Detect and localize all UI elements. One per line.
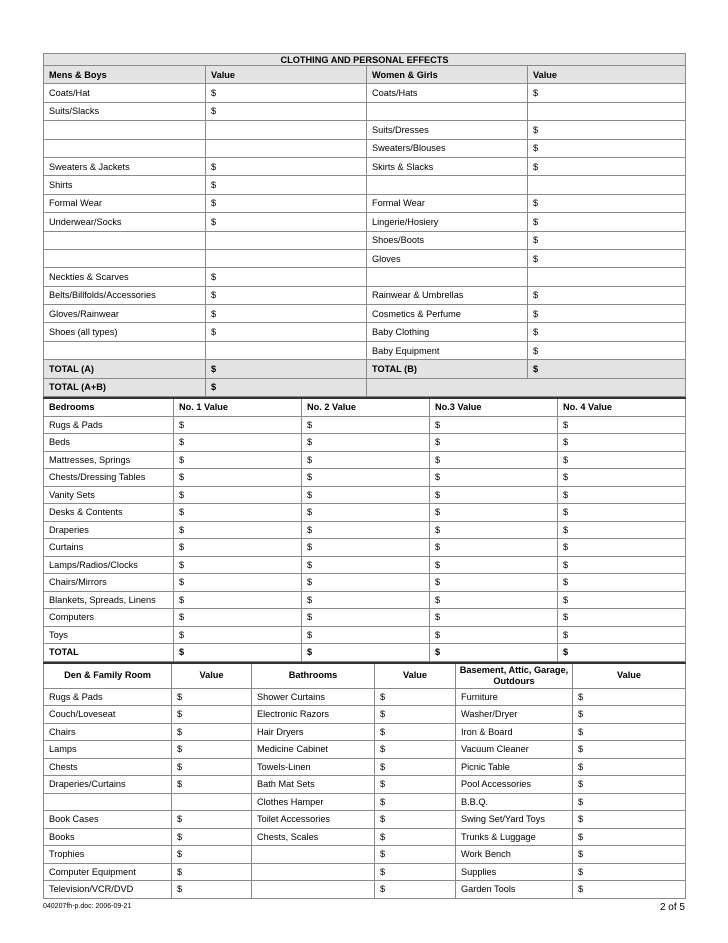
table-row (44, 157, 686, 175)
table-cell[interactable]: Shower Curtains (252, 688, 375, 706)
table-cell[interactable]: Toys (44, 626, 174, 644)
column-header: No.3 Value (430, 398, 558, 416)
document-id: 040207fh-p.doc: 2006-09-21 (43, 903, 132, 910)
bedrooms-header-row (44, 398, 686, 416)
table-cell[interactable]: $ (302, 416, 430, 434)
table-cell[interactable]: $ (430, 591, 558, 609)
table-cell[interactable]: $ (558, 469, 686, 487)
table-cell[interactable]: $ (528, 286, 686, 304)
table-cell[interactable]: $ (528, 341, 686, 359)
table-cell[interactable]: $ (528, 360, 686, 378)
table-cell[interactable]: $ (174, 539, 302, 557)
column-header: Women & Girls (367, 66, 528, 84)
table-cell[interactable]: $ (302, 591, 430, 609)
column-header: Value (206, 66, 367, 84)
table-cell[interactable]: $ (573, 846, 686, 864)
clothing-title: CLOTHING AND PERSONAL EFFECTS (44, 54, 686, 66)
table-cell[interactable]: Towels-Linen (252, 758, 375, 776)
table-row (44, 416, 686, 434)
table-cell[interactable]: $ (558, 451, 686, 469)
table-cell[interactable]: Television/VCR/DVD (44, 881, 172, 899)
table-cell[interactable]: $ (172, 741, 252, 759)
total-row (44, 360, 686, 378)
column-header: Bedrooms (44, 398, 174, 416)
table-cell[interactable]: $ (206, 157, 367, 175)
table-cell[interactable]: $ (174, 451, 302, 469)
table-cell[interactable]: Work Bench (456, 846, 573, 864)
table-row (44, 574, 686, 592)
table-cell[interactable]: Chests, Scales (252, 828, 375, 846)
table-cell[interactable]: Bath Mat Sets (252, 776, 375, 794)
table-cell[interactable]: Trophies (44, 846, 172, 864)
table-cell[interactable]: $ (558, 626, 686, 644)
table-cell[interactable]: Pool Accessories (456, 776, 573, 794)
table-cell[interactable]: $ (573, 706, 686, 724)
table-cell[interactable]: $ (172, 758, 252, 776)
table-cell[interactable] (528, 268, 686, 286)
inventory-form (43, 53, 685, 899)
table-cell[interactable]: $ (302, 451, 430, 469)
table-cell[interactable]: Vacuum Cleaner (456, 741, 573, 759)
table-cell[interactable]: $ (573, 811, 686, 829)
table-row (44, 863, 686, 881)
table-cell[interactable]: $ (302, 539, 430, 557)
table-cell[interactable]: $ (302, 609, 430, 627)
table-cell[interactable]: $ (375, 776, 456, 794)
table-cell[interactable]: $ (206, 360, 367, 378)
table-row (44, 539, 686, 557)
table-cell[interactable]: $ (174, 504, 302, 522)
table-cell[interactable]: $ (375, 758, 456, 776)
table-cell[interactable]: Desks & Contents (44, 504, 174, 522)
table-row (44, 213, 686, 231)
table-cell[interactable]: $ (528, 213, 686, 231)
table-cell[interactable] (252, 846, 375, 864)
table-cell[interactable]: $ (206, 378, 367, 396)
table-row (44, 176, 686, 194)
page-footer (43, 902, 685, 913)
table-row (44, 486, 686, 504)
table-cell[interactable]: Books (44, 828, 172, 846)
column-header: Value (528, 66, 686, 84)
table-cell[interactable]: $ (172, 776, 252, 794)
table-cell[interactable]: Rainwear & Umbrellas (367, 286, 528, 304)
table-cell[interactable]: $ (558, 539, 686, 557)
table-cell[interactable]: $ (558, 574, 686, 592)
table-cell[interactable]: Formal Wear (44, 194, 206, 212)
table-cell[interactable]: $ (558, 486, 686, 504)
table-cell[interactable]: Mattresses, Springs (44, 451, 174, 469)
table-row (44, 434, 686, 452)
table-cell[interactable]: $ (430, 469, 558, 487)
table-cell[interactable]: Trunks & Luggage (456, 828, 573, 846)
table-cell[interactable]: $ (375, 793, 456, 811)
table-row (44, 556, 686, 574)
table-cell[interactable]: $ (573, 881, 686, 899)
table-cell[interactable]: Medicine Cabinet (252, 741, 375, 759)
table-row (44, 828, 686, 846)
table-cell[interactable] (206, 249, 367, 267)
table-row (44, 504, 686, 522)
table-cell[interactable]: $ (558, 504, 686, 522)
table-row (44, 121, 686, 139)
table-cell[interactable]: $ (375, 828, 456, 846)
table-cell[interactable]: $ (528, 84, 686, 102)
table-cell[interactable]: $ (573, 776, 686, 794)
table-row (44, 758, 686, 776)
table-cell[interactable]: $ (573, 793, 686, 811)
table-cell[interactable]: Sweaters & Jackets (44, 157, 206, 175)
table-cell[interactable]: $ (302, 486, 430, 504)
table-cell[interactable]: $ (206, 176, 367, 194)
table-cell[interactable]: $ (174, 416, 302, 434)
table-cell[interactable]: $ (172, 846, 252, 864)
table-cell[interactable]: $ (430, 434, 558, 452)
table-cell[interactable]: $ (375, 706, 456, 724)
table-row (44, 626, 686, 644)
table-cell[interactable] (44, 139, 206, 157)
table-cell[interactable]: $ (573, 828, 686, 846)
table-cell[interactable] (206, 139, 367, 157)
table-cell[interactable]: $ (302, 644, 430, 662)
table-cell[interactable]: Couch/Loveseat (44, 706, 172, 724)
table-cell[interactable]: $ (430, 609, 558, 627)
table-cell[interactable]: $ (430, 451, 558, 469)
rooms-header-row (44, 663, 686, 689)
table-cell[interactable]: Shirts (44, 176, 206, 194)
table-cell[interactable]: $ (375, 881, 456, 899)
table-cell[interactable]: TOTAL (B) (367, 360, 528, 378)
table-row (44, 723, 686, 741)
table-row (44, 341, 686, 359)
table-row (44, 469, 686, 487)
table-cell[interactable]: $ (528, 139, 686, 157)
table-cell[interactable]: $ (206, 323, 367, 341)
table-cell[interactable]: $ (206, 194, 367, 212)
table-cell (367, 378, 686, 396)
table-cell[interactable]: Furniture (456, 688, 573, 706)
table-cell[interactable]: Swing Set/Yard Toys (456, 811, 573, 829)
table-cell[interactable]: Garden Tools (456, 881, 573, 899)
table-cell[interactable] (367, 176, 528, 194)
table-cell[interactable]: $ (302, 574, 430, 592)
rooms-table (43, 662, 686, 899)
table-cell[interactable]: $ (430, 486, 558, 504)
table-cell[interactable]: $ (558, 591, 686, 609)
table-cell[interactable] (528, 176, 686, 194)
table-cell[interactable]: $ (172, 828, 252, 846)
table-cell[interactable]: Computers (44, 609, 174, 627)
table-cell[interactable]: $ (430, 626, 558, 644)
clothing-header-row (44, 66, 686, 84)
table-cell[interactable]: $ (375, 723, 456, 741)
table-cell[interactable]: Suits/Dresses (367, 121, 528, 139)
column-header: Value (375, 663, 456, 689)
table-cell[interactable]: $ (558, 556, 686, 574)
table-cell[interactable] (44, 249, 206, 267)
table-cell[interactable]: Picnic Table (456, 758, 573, 776)
table-cell[interactable]: $ (573, 741, 686, 759)
table-cell[interactable]: $ (528, 157, 686, 175)
table-cell[interactable]: $ (206, 213, 367, 231)
table-cell[interactable]: $ (528, 121, 686, 139)
table-cell[interactable]: $ (206, 305, 367, 323)
page-number: 2 of 5 (659, 902, 685, 913)
table-cell[interactable]: B.B.Q. (456, 793, 573, 811)
column-header: Bathrooms (252, 663, 375, 689)
table-cell[interactable]: $ (528, 194, 686, 212)
table-row (44, 84, 686, 102)
table-cell[interactable] (252, 863, 375, 881)
table-cell[interactable]: $ (375, 863, 456, 881)
table-cell[interactable]: $ (528, 305, 686, 323)
table-cell[interactable]: $ (430, 416, 558, 434)
table-cell[interactable]: $ (528, 323, 686, 341)
table-cell[interactable]: $ (174, 644, 302, 662)
table-row (44, 323, 686, 341)
table-row (44, 451, 686, 469)
table-cell[interactable]: $ (174, 521, 302, 539)
table-cell: TOTAL (A+B) (44, 378, 206, 396)
table-cell[interactable]: Computer Equipment (44, 863, 172, 881)
table-cell[interactable] (44, 121, 206, 139)
table-cell[interactable]: $ (174, 556, 302, 574)
table-cell[interactable]: $ (430, 504, 558, 522)
table-cell[interactable]: Belts/Billfolds/Accessories (44, 286, 206, 304)
table-cell[interactable]: Coats/Hats (367, 84, 528, 102)
table-cell[interactable] (44, 231, 206, 249)
table-cell[interactable]: $ (430, 539, 558, 557)
column-header: Mens & Boys (44, 66, 206, 84)
total-row (44, 378, 686, 396)
column-header: Value (573, 663, 686, 689)
table-cell[interactable]: Rugs & Pads (44, 416, 174, 434)
table-cell[interactable]: Lingerie/Hosiery (367, 213, 528, 231)
table-cell[interactable]: Chairs (44, 723, 172, 741)
table-cell[interactable] (206, 231, 367, 249)
clothing-table (43, 53, 686, 397)
table-cell[interactable]: Gloves (367, 249, 528, 267)
table-cell[interactable]: Chests/Dressing Tables (44, 469, 174, 487)
table-cell[interactable]: Rugs & Pads (44, 688, 172, 706)
bedrooms-table (43, 397, 686, 662)
table-cell[interactable]: $ (172, 811, 252, 829)
table-cell[interactable]: Iron & Board (456, 723, 573, 741)
table-cell[interactable]: $ (430, 574, 558, 592)
table-row (44, 102, 686, 120)
column-header: Value (172, 663, 252, 689)
table-cell[interactable]: $ (172, 688, 252, 706)
table-cell[interactable]: Suits/Slacks (44, 102, 206, 120)
table-cell[interactable]: Washer/Dryer (456, 706, 573, 724)
table-cell[interactable]: Lamps (44, 741, 172, 759)
table-cell[interactable]: $ (558, 434, 686, 452)
total-row (44, 644, 686, 662)
table-cell[interactable]: TOTAL (44, 644, 174, 662)
table-cell[interactable]: Chairs/Mirrors (44, 574, 174, 592)
table-cell[interactable]: $ (174, 626, 302, 644)
table-cell[interactable]: $ (558, 521, 686, 539)
table-cell[interactable]: $ (375, 741, 456, 759)
table-cell[interactable]: $ (302, 556, 430, 574)
table-cell[interactable]: $ (573, 863, 686, 881)
table-row (44, 521, 686, 539)
table-cell[interactable]: $ (302, 626, 430, 644)
table-cell[interactable]: Shoes/Boots (367, 231, 528, 249)
table-cell[interactable] (206, 341, 367, 359)
table-row (44, 776, 686, 794)
table-cell[interactable]: Gloves/Rainwear (44, 305, 206, 323)
table-cell[interactable]: $ (528, 249, 686, 267)
table-cell[interactable]: $ (573, 758, 686, 776)
table-cell[interactable]: Underwear/Socks (44, 213, 206, 231)
table-cell[interactable]: $ (174, 486, 302, 504)
table-row (44, 591, 686, 609)
table-cell[interactable]: $ (528, 231, 686, 249)
table-cell[interactable]: Supplies (456, 863, 573, 881)
table-cell[interactable]: $ (375, 688, 456, 706)
table-row (44, 609, 686, 627)
table-cell[interactable]: $ (430, 556, 558, 574)
table-cell[interactable]: Draperies (44, 521, 174, 539)
table-cell[interactable]: $ (206, 102, 367, 120)
table-cell[interactable]: Vanity Sets (44, 486, 174, 504)
table-cell[interactable]: $ (174, 574, 302, 592)
table-cell[interactable] (44, 793, 172, 811)
table-row (44, 706, 686, 724)
table-cell[interactable]: $ (430, 521, 558, 539)
table-cell[interactable]: $ (302, 521, 430, 539)
table-cell[interactable] (528, 102, 686, 120)
table-cell[interactable]: Electronic Razors (252, 706, 375, 724)
table-cell[interactable]: Toilet Accessories (252, 811, 375, 829)
table-cell[interactable]: $ (206, 268, 367, 286)
table-cell[interactable]: Sweaters/Blouses (367, 139, 528, 157)
table-cell[interactable]: $ (558, 416, 686, 434)
table-row (44, 846, 686, 864)
table-cell[interactable]: $ (174, 469, 302, 487)
table-cell[interactable]: Hair Dryers (252, 723, 375, 741)
table-cell[interactable] (367, 102, 528, 120)
column-header: Basement, Attic, Garage, Outdours (456, 663, 573, 689)
table-row (44, 139, 686, 157)
table-row (44, 268, 686, 286)
table-cell[interactable] (206, 121, 367, 139)
table-cell[interactable]: $ (206, 286, 367, 304)
table-cell[interactable]: $ (302, 434, 430, 452)
table-cell[interactable]: Formal Wear (367, 194, 528, 212)
table-cell[interactable]: $ (573, 688, 686, 706)
table-row (44, 231, 686, 249)
table-cell[interactable]: $ (172, 881, 252, 899)
table-cell[interactable]: Chests (44, 758, 172, 776)
table-cell[interactable]: $ (172, 863, 252, 881)
table-cell[interactable]: Neckties & Scarves (44, 268, 206, 286)
table-cell[interactable]: $ (573, 723, 686, 741)
table-cell[interactable] (367, 268, 528, 286)
table-cell[interactable]: $ (172, 723, 252, 741)
table-cell[interactable]: TOTAL (A) (44, 360, 206, 378)
table-cell[interactable]: Skirts & Slacks (367, 157, 528, 175)
table-cell[interactable]: Baby Clothing (367, 323, 528, 341)
table-cell[interactable]: Beds (44, 434, 174, 452)
table-cell[interactable] (252, 881, 375, 899)
table-row (44, 881, 686, 899)
table-cell[interactable]: Clothes Hamper (252, 793, 375, 811)
table-row (44, 305, 686, 323)
table-cell[interactable]: $ (172, 706, 252, 724)
table-cell[interactable] (172, 793, 252, 811)
table-cell[interactable]: $ (430, 644, 558, 662)
table-cell[interactable]: $ (174, 609, 302, 627)
table-cell[interactable]: Blankets, Spreads, Linens (44, 591, 174, 609)
table-cell[interactable]: Book Cases (44, 811, 172, 829)
table-row (44, 811, 686, 829)
table-cell[interactable]: Curtains (44, 539, 174, 557)
table-cell[interactable]: $ (558, 644, 686, 662)
table-cell[interactable]: $ (375, 846, 456, 864)
table-cell[interactable]: Cosmetics & Perfume (367, 305, 528, 323)
table-row (44, 688, 686, 706)
table-row (44, 249, 686, 267)
table-row (44, 286, 686, 304)
table-cell[interactable]: Lamps/Radios/Clocks (44, 556, 174, 574)
table-cell[interactable]: $ (302, 504, 430, 522)
table-cell[interactable]: Coats/Hat (44, 84, 206, 102)
table-cell[interactable]: $ (174, 591, 302, 609)
column-header: No. 2 Value (302, 398, 430, 416)
table-cell[interactable]: $ (206, 84, 367, 102)
column-header: No. 1 Value (174, 398, 302, 416)
table-cell[interactable]: Shoes (all types) (44, 323, 206, 341)
table-cell[interactable]: $ (174, 434, 302, 452)
table-cell[interactable]: Baby Equipment (367, 341, 528, 359)
table-cell[interactable]: $ (375, 811, 456, 829)
table-cell[interactable] (44, 341, 206, 359)
column-header: No. 4 Value (558, 398, 686, 416)
table-row (44, 194, 686, 212)
table-cell[interactable]: $ (302, 469, 430, 487)
table-cell[interactable]: Draperies/Curtains (44, 776, 172, 794)
table-row (44, 793, 686, 811)
column-header: Den & Family Room (44, 663, 172, 689)
table-row (44, 741, 686, 759)
table-cell[interactable]: $ (558, 609, 686, 627)
